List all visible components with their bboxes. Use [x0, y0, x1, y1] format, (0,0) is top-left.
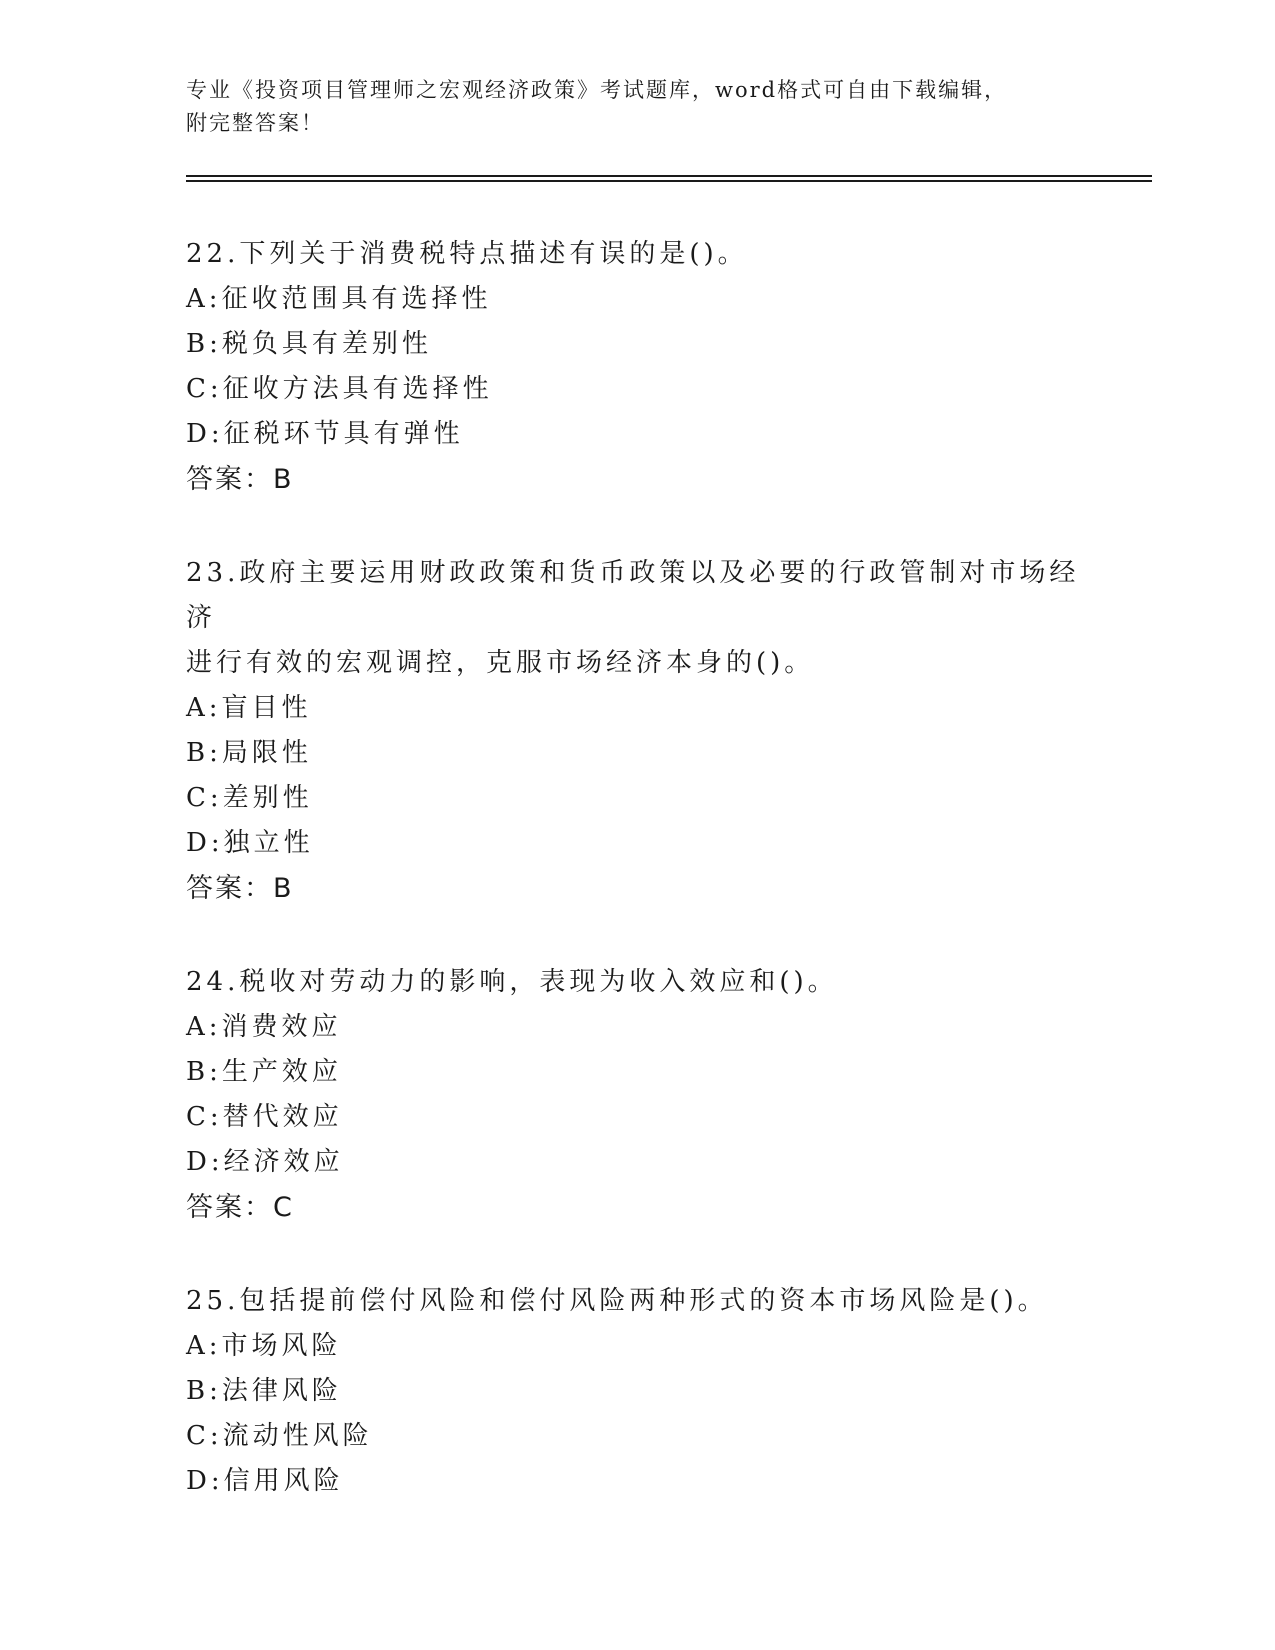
answer-option	[186, 686, 1086, 731]
question-block	[186, 960, 1086, 1231]
header-line-1: 专业《投资项目管理师之宏观经济政策》考试题库，word格式可自由下载编辑，	[186, 78, 1008, 102]
question-block	[186, 551, 1086, 912]
option-key: C:	[186, 1421, 223, 1451]
option-key: C:	[186, 1102, 223, 1132]
question-block	[186, 1279, 1086, 1504]
option-text: 独立性	[223, 828, 314, 858]
answer-option	[186, 731, 1086, 776]
option-key: D:	[186, 419, 224, 449]
header-divider-bottom	[186, 180, 1152, 182]
option-text: 征收方法具有选择性	[222, 374, 493, 404]
option-text: 信用风险	[223, 1466, 344, 1496]
option-text: 生产效应	[221, 1057, 342, 1087]
question-list	[186, 232, 1086, 1552]
header-line-2: 附完整答案！	[186, 111, 324, 135]
option-key: A:	[186, 693, 222, 723]
option-key: C:	[186, 374, 223, 404]
answer-option	[186, 322, 1086, 367]
answer-option	[186, 1414, 1086, 1459]
answer-option	[186, 1369, 1086, 1414]
question-stem: 25.包括提前偿付风险和偿付风险两种形式的资本市场风险是()。	[186, 1286, 1048, 1316]
option-key: A:	[186, 1012, 222, 1042]
answer-option	[186, 821, 1086, 866]
option-text: 市场风险	[221, 1331, 342, 1361]
option-key: C:	[186, 783, 223, 813]
option-text: 经济效应	[223, 1147, 344, 1177]
question-stem: 进行有效的宏观调控，克服市场经济本身的()。	[186, 648, 815, 678]
answer-option	[186, 1140, 1086, 1185]
answer-line: 答案：B	[186, 464, 294, 495]
answer-option	[186, 776, 1086, 821]
option-text: 消费效应	[221, 1012, 342, 1042]
header-divider-top	[186, 175, 1152, 177]
option-text: 法律风险	[221, 1376, 342, 1406]
answer-option	[186, 1005, 1086, 1050]
question-block	[186, 232, 1086, 503]
option-key: B:	[186, 1376, 222, 1406]
question-stem: 22.下列关于消费税特点描述有误的是()。	[186, 239, 748, 269]
answer-line: 答案：C	[186, 1192, 294, 1223]
option-key: B:	[186, 738, 222, 768]
answer-option	[186, 1459, 1086, 1504]
answer-option	[186, 1324, 1086, 1369]
option-key: B:	[186, 1057, 222, 1087]
option-text: 征税环节具有弹性	[223, 419, 464, 449]
answer-option	[186, 1095, 1086, 1140]
document-header	[186, 74, 1066, 140]
option-key: A:	[186, 284, 222, 314]
option-key: A:	[186, 1331, 222, 1361]
answer-line: 答案：B	[186, 873, 294, 904]
answer-option	[186, 277, 1086, 322]
option-text: 流动性风险	[222, 1421, 373, 1451]
option-text: 征收范围具有选择性	[221, 284, 492, 314]
option-key: B:	[186, 329, 222, 359]
option-text: 盲目性	[221, 693, 312, 723]
option-text: 替代效应	[222, 1102, 343, 1132]
answer-option	[186, 412, 1086, 457]
option-key: D:	[186, 828, 224, 858]
option-text: 税负具有差别性	[221, 329, 432, 359]
option-text: 差别性	[222, 783, 313, 813]
question-stem: 24.税收对劳动力的影响，表现为收入效应和()。	[186, 967, 838, 997]
option-text: 局限性	[221, 738, 312, 768]
answer-option	[186, 367, 1086, 412]
option-key: D:	[186, 1147, 224, 1177]
question-stem: 23.政府主要运用财政政策和货币政策以及必要的行政管制对市场经济	[186, 558, 1080, 633]
option-key: D:	[186, 1466, 224, 1496]
answer-option	[186, 1050, 1086, 1095]
